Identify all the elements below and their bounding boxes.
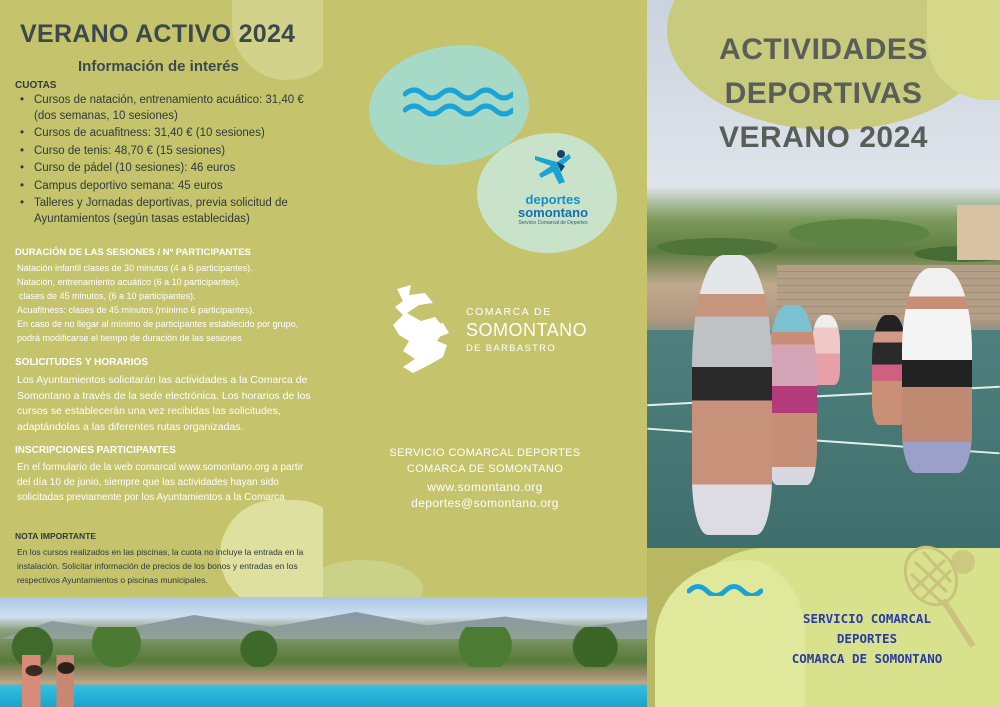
cover-title-line: ACTIVIDADES: [719, 33, 928, 66]
nota-text: En los cursos realizados en las piscinas, la cuota no incluye la entrada en la instalación. Solicitar información de precios de los bonos y entradas en los respectivos Ayuntamientos o piscinas municipales.: [17, 547, 304, 585]
cover-title-line: DEPORTIVAS: [724, 77, 923, 110]
panel-title: VERANO ACTIVO 2024: [20, 20, 296, 48]
logo-tagline: Servicio Comarcal de Deportes: [518, 220, 588, 226]
duracion-line: Acuafitness: clases de 45 minutos (mínimo 6 participantes).: [17, 305, 255, 315]
wordmark-line: COMARCA DE: [466, 306, 552, 318]
service-line: COMARCA DE SOMONTANO: [791, 651, 943, 666]
inscripciones-text: En el formulario de la web comarcal www.somontano.org a partir del día 10 de junio, siempre que las actividades hayan sido solicitadas previamente por los Ayuntamientos a la Comarca: [17, 462, 304, 503]
solicitudes-text: Los Ayuntamientos solicitarán las actividades a la Comarca de Somontano a través de la sede electrónica. Los horarios de los cursos se establecerán una vez recibidas las solicitudes, adaptándolas a las diferentes rutas organizadas.: [17, 374, 311, 433]
deportes-somontano-logo: [493, 148, 613, 226]
pool-photo: [0, 597, 647, 707]
panel-subtitle: Información de interés: [78, 58, 239, 75]
comarca-wordmark: [466, 306, 587, 354]
list-item: • Curso de tenis: 48,70 € (15 sesiones): [20, 144, 320, 160]
cover-title: [647, 28, 1000, 160]
service-banner: [737, 609, 997, 669]
service-line: SERVICIO COMARCAL: [803, 611, 931, 626]
duracion-line: Natación, entrenamiento acuático (6 a 10 participantes).: [17, 277, 241, 287]
cover-title-line: VERANO 2024: [719, 121, 928, 154]
waves-icon: [403, 86, 513, 122]
service-line: DEPORTES: [836, 631, 898, 646]
waves-icon: [687, 580, 763, 596]
photo-house: [957, 205, 1000, 260]
photo-skater: [902, 268, 972, 473]
duracion-line: clases de 45 minutos, (6 a 10 participantes).: [19, 291, 196, 301]
list-item: • Talleres y Jornadas deportivas, previa solicitud de Ayuntamientos (según tasas establecidas): [20, 196, 320, 227]
photo-skater: [692, 255, 772, 535]
nota-heading: NOTA IMPORTANTE: [15, 531, 97, 541]
photo-people: [10, 655, 90, 707]
website-link[interactable]: www.somontano.org: [427, 480, 543, 494]
list-item: • Cursos de acuafitness: 31,40 € (10 sesiones): [20, 126, 320, 142]
wordmark-line: DE BARBASTRO: [466, 343, 557, 354]
duracion-text: [17, 261, 317, 345]
solicitudes-heading: SOLICITUDES Y HORARIOS: [15, 357, 148, 368]
cover-panel: [647, 0, 1000, 707]
logo-text: somontano: [517, 205, 589, 220]
cuotas-list: [20, 93, 320, 229]
duracion-heading: DURACIÓN DE LAS SESIONES / Nº PARTICIPANTES: [15, 247, 251, 258]
service-contact: [323, 445, 647, 511]
athlete-icon: [531, 148, 575, 188]
list-item: • Campus deportivo semana: 45 euros: [20, 179, 320, 195]
logo-text: deportes: [525, 192, 581, 207]
photo-trees: [0, 627, 647, 667]
photo-skater: [767, 305, 817, 485]
service-line: SERVICIO COMARCAL DEPORTES: [389, 447, 581, 459]
list-item: • Cursos de natación, entrenamiento acuático: 31,40 € (dos semanas, 10 sesiones): [20, 93, 320, 124]
service-line: COMARCA DE SOMONTANO: [406, 463, 564, 475]
duracion-line: En caso de no llegar al mínimo de participantes establecido por grupo, podrá modificarse el tiempo de duración de las sesiones: [17, 319, 299, 343]
cuotas-heading: CUOTAS: [15, 80, 57, 91]
duracion-line: Natación infantil clases de 30 minutos (4 a 6 participantes).: [17, 263, 253, 273]
list-item: • Curso de pádel (10 sesiones): 46 euros: [20, 161, 320, 177]
photo-water: [0, 685, 647, 707]
email-link[interactable]: deportes@somontano.org: [411, 496, 559, 510]
wordmark-line: SOMONTANO: [466, 320, 588, 340]
inscripciones-heading: INSCRIPCIONES PARTICIPANTES: [15, 445, 176, 456]
